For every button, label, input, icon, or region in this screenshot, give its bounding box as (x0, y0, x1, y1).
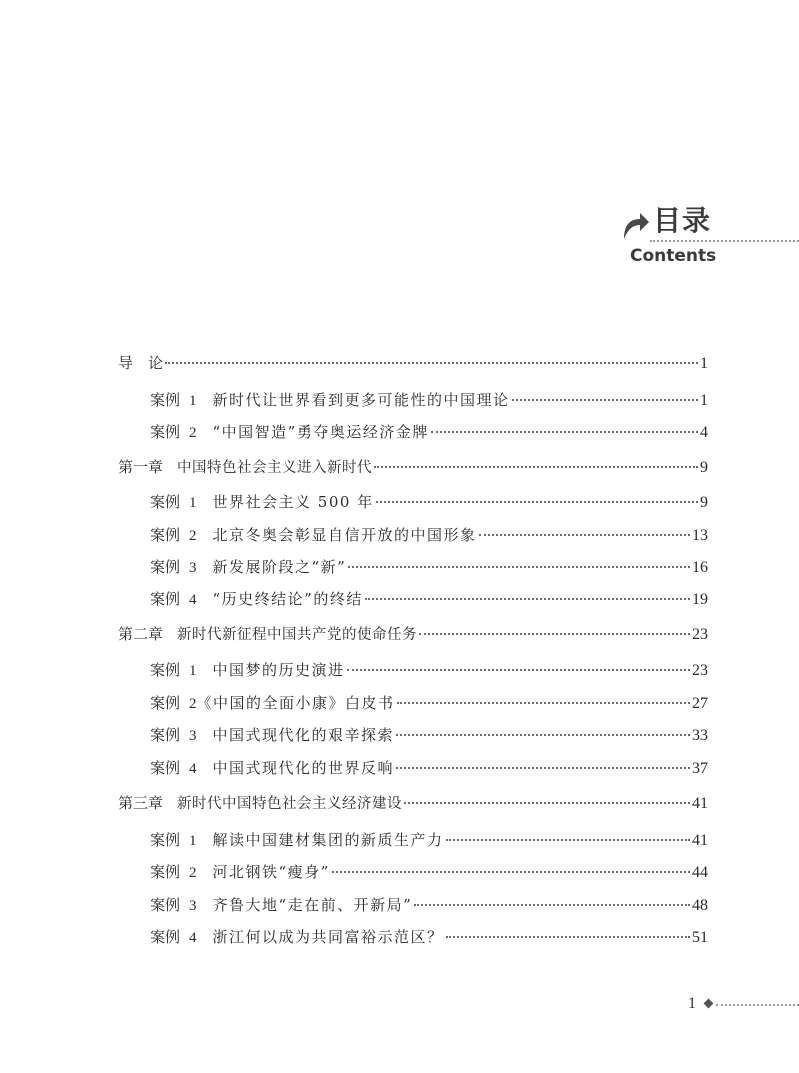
toc-entry-chapter-3[interactable] (118, 793, 708, 814)
page-number: 27 (692, 695, 708, 712)
toc-entry-case[interactable] (150, 390, 708, 411)
case-title: 《中国的全面小康》白皮书 (196, 694, 395, 712)
case-label: 案例 (150, 759, 181, 777)
case-title: 北京冬奥会彰显自信开放的中国形象 (212, 526, 477, 544)
case-label: 案例 (150, 493, 181, 511)
footer-page-number: 1 (688, 995, 696, 1012)
dot-leader (479, 534, 690, 536)
case-number: 3 (189, 728, 197, 744)
case-label: 案例 (150, 726, 181, 744)
dot-leader (396, 734, 690, 736)
page-number: 1 (700, 392, 708, 409)
case-label: 案例 (150, 423, 181, 441)
case-number: 1 (189, 495, 197, 511)
dot-leader (414, 904, 690, 906)
toc-entry-chapter-2[interactable] (118, 624, 708, 645)
dot-leader (376, 501, 698, 503)
dot-leader (332, 871, 690, 873)
dot-leader (446, 839, 690, 841)
case-label: 案例 (150, 896, 181, 914)
toc-entry-intro[interactable] (118, 353, 708, 374)
toc-entry-case[interactable] (150, 895, 708, 916)
page-number: 4 (700, 424, 708, 441)
case-number: 4 (189, 592, 197, 608)
page-number: 16 (692, 559, 708, 576)
page-header (0, 0, 799, 300)
case-title: “中国智造”勇夺奥运经济金牌 (212, 423, 429, 441)
dot-leader (446, 936, 690, 938)
case-title: “历史终结论”的终结 (212, 590, 363, 608)
case-label: 案例 (150, 558, 181, 576)
case-title: 中国式现代化的世界反响 (212, 759, 395, 777)
dot-leader (374, 466, 698, 468)
header-dotted-rule (650, 240, 799, 242)
case-number: 2 (189, 425, 197, 441)
toc-entry-case[interactable] (150, 589, 708, 610)
case-title: 新发展阶段之“新” (212, 558, 347, 576)
page-number: 41 (692, 832, 708, 849)
chapter-label: 第三章 (118, 794, 164, 812)
case-label: 案例 (150, 391, 181, 409)
case-title: 河北钢铁“瘦身” (212, 863, 330, 881)
case-label: 案例 (150, 661, 181, 679)
diamond-icon (704, 999, 714, 1009)
dot-leader (397, 702, 690, 704)
case-number: 3 (189, 898, 197, 914)
page-number: 9 (700, 459, 708, 476)
page-number: 23 (692, 626, 708, 643)
dot-leader (419, 633, 690, 635)
case-label: 案例 (150, 590, 181, 608)
case-title: 解读中国建材集团的新质生产力 (212, 831, 444, 849)
case-title: 新时代让世界看到更多可能性的中国理论 (212, 391, 510, 409)
footer-dotted-rule (716, 1004, 799, 1006)
page-title: 目录 (653, 204, 712, 237)
toc-entry-case[interactable] (150, 927, 708, 948)
toc-entry-case[interactable] (150, 660, 708, 681)
case-label: 案例 (150, 831, 181, 849)
dot-leader (165, 362, 698, 364)
page-number: 37 (692, 760, 708, 777)
toc-entry-case[interactable] (150, 492, 708, 513)
dot-leader (347, 669, 690, 671)
page-footer (0, 992, 799, 1022)
case-title: 中国梦的历史演进 (212, 661, 345, 679)
toc-entry-case[interactable] (150, 758, 708, 779)
case-title: 中国式现代化的艰辛探索 (212, 726, 395, 744)
page-subtitle: Contents (630, 246, 717, 266)
chapter-title: 新时代中国特色社会主义经济建设 (177, 796, 403, 812)
toc-entry-case[interactable] (150, 862, 708, 883)
toc-entry-case[interactable] (150, 693, 708, 714)
case-number: 4 (189, 930, 197, 946)
case-number: 1 (189, 663, 197, 679)
case-label: 案例 (150, 863, 181, 881)
chapter-title: 中国特色社会主义进入新时代 (177, 460, 373, 476)
case-title: 浙江何以成为共同富裕示范区？ (212, 928, 444, 946)
case-label: 案例 (150, 694, 181, 712)
case-number: 2 (189, 865, 197, 881)
curved-arrow-icon (620, 207, 650, 241)
page-number: 41 (692, 795, 708, 812)
case-number: 2 (189, 528, 197, 544)
chapter-label: 第一章 (118, 458, 164, 476)
page-number: 51 (692, 929, 708, 946)
toc-entry-case[interactable] (150, 830, 708, 851)
toc-entry-case[interactable] (150, 525, 708, 546)
entry-label: 导 论 (118, 354, 164, 372)
dot-leader (512, 399, 698, 401)
toc-entry-case[interactable] (150, 725, 708, 746)
case-number: 1 (189, 393, 197, 409)
toc-entry-case[interactable] (150, 422, 708, 443)
case-number: 4 (189, 761, 197, 777)
chapter-title: 新时代新征程中国共产党的使命任务 (177, 627, 418, 643)
page-number: 23 (692, 662, 708, 679)
case-number: 3 (189, 560, 197, 576)
case-number: 2 (189, 696, 197, 712)
toc-entry-case[interactable] (150, 557, 708, 578)
chapter-label: 第二章 (118, 625, 164, 643)
dot-leader (396, 767, 690, 769)
case-title: 齐鲁大地“走在前、开新局” (212, 896, 413, 914)
dot-leader (365, 598, 690, 600)
page-number: 19 (692, 591, 708, 608)
case-number: 1 (189, 833, 197, 849)
case-title: 世界社会主义 500 年 (212, 493, 374, 511)
dot-leader (404, 802, 690, 804)
page-number: 33 (692, 727, 708, 744)
page-number: 9 (700, 494, 708, 511)
dot-leader (431, 431, 698, 433)
dot-leader (348, 566, 690, 568)
page-number: 13 (692, 527, 708, 544)
page-number: 44 (692, 864, 708, 881)
page-number: 48 (692, 897, 708, 914)
case-label: 案例 (150, 928, 181, 946)
case-label: 案例 (150, 526, 181, 544)
page-number: 1 (700, 355, 708, 372)
toc-entry-chapter-1[interactable] (118, 457, 708, 478)
